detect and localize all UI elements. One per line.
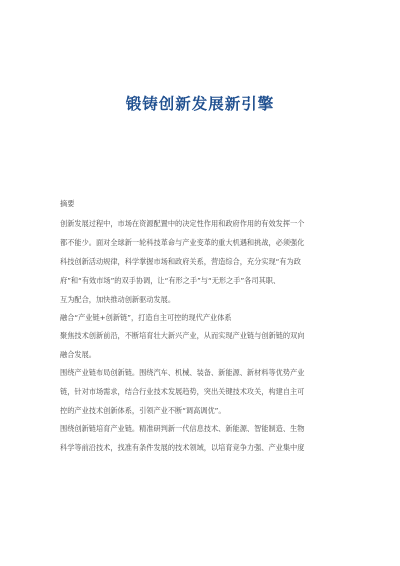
paragraph-line: 链，针对市场需求，结合行业技术发展趋势，突出关键技术攻关，构建自主可 — [60, 387, 305, 396]
document-title: 锻铸创新发展新引擎 — [125, 95, 275, 113]
paragraph-line: 融合“产业链+创新链”，打造自主可控的现代产业体系 — [60, 313, 232, 322]
paragraph-line: 融合发展。 — [60, 350, 96, 359]
section-heading — [60, 314, 342, 322]
paragraph-line: 科学等前沿技术，找准有条件发展的技术领域，以培育竞争力强、产业集中度 — [60, 443, 305, 452]
paragraph-line: 互为配合，加快推动创新驱动发展。 — [60, 295, 176, 304]
paragraph-line: 创新发展过程中，市场在资源配置中的决定性作用和政府作用的有效发挥一个 — [60, 219, 305, 228]
document-body — [60, 200, 342, 462]
paragraph-line: 控的产业技术创新体系，引领产业不断“调高调优”。 — [60, 406, 226, 415]
paragraph-line: 围绕创新链培育产业链。精准研判新一代信息技术、新能源、智能制造、生物 — [60, 424, 305, 433]
paragraph — [60, 369, 342, 415]
paragraph-line: 围绕产业链布局创新链。围绕汽车、机械、装备、新能源、新材料等优势产业 — [60, 368, 305, 377]
paragraph-line: 聚焦技术创新前沿，不断培育壮大新兴产业，从而实现产业链与创新链的双向 — [60, 331, 305, 340]
abstract-label: 摘要 — [60, 199, 75, 208]
paragraph-line: 府”和“有效市场”的双手协调，让“有形之手”与“无形之手”各司其职、 — [60, 276, 281, 285]
paragraph — [60, 220, 342, 304]
paragraph — [60, 425, 342, 452]
paragraph-line: 科技创新活动规律，科学掌握市场和政府关系，营造综合，充分实现“有为政 — [60, 257, 301, 266]
paragraph — [60, 332, 342, 359]
paragraph-line: 都不能少。面对全球新一轮科技革命与产业变革的重大机遇和挑战，必须强化 — [60, 238, 305, 247]
